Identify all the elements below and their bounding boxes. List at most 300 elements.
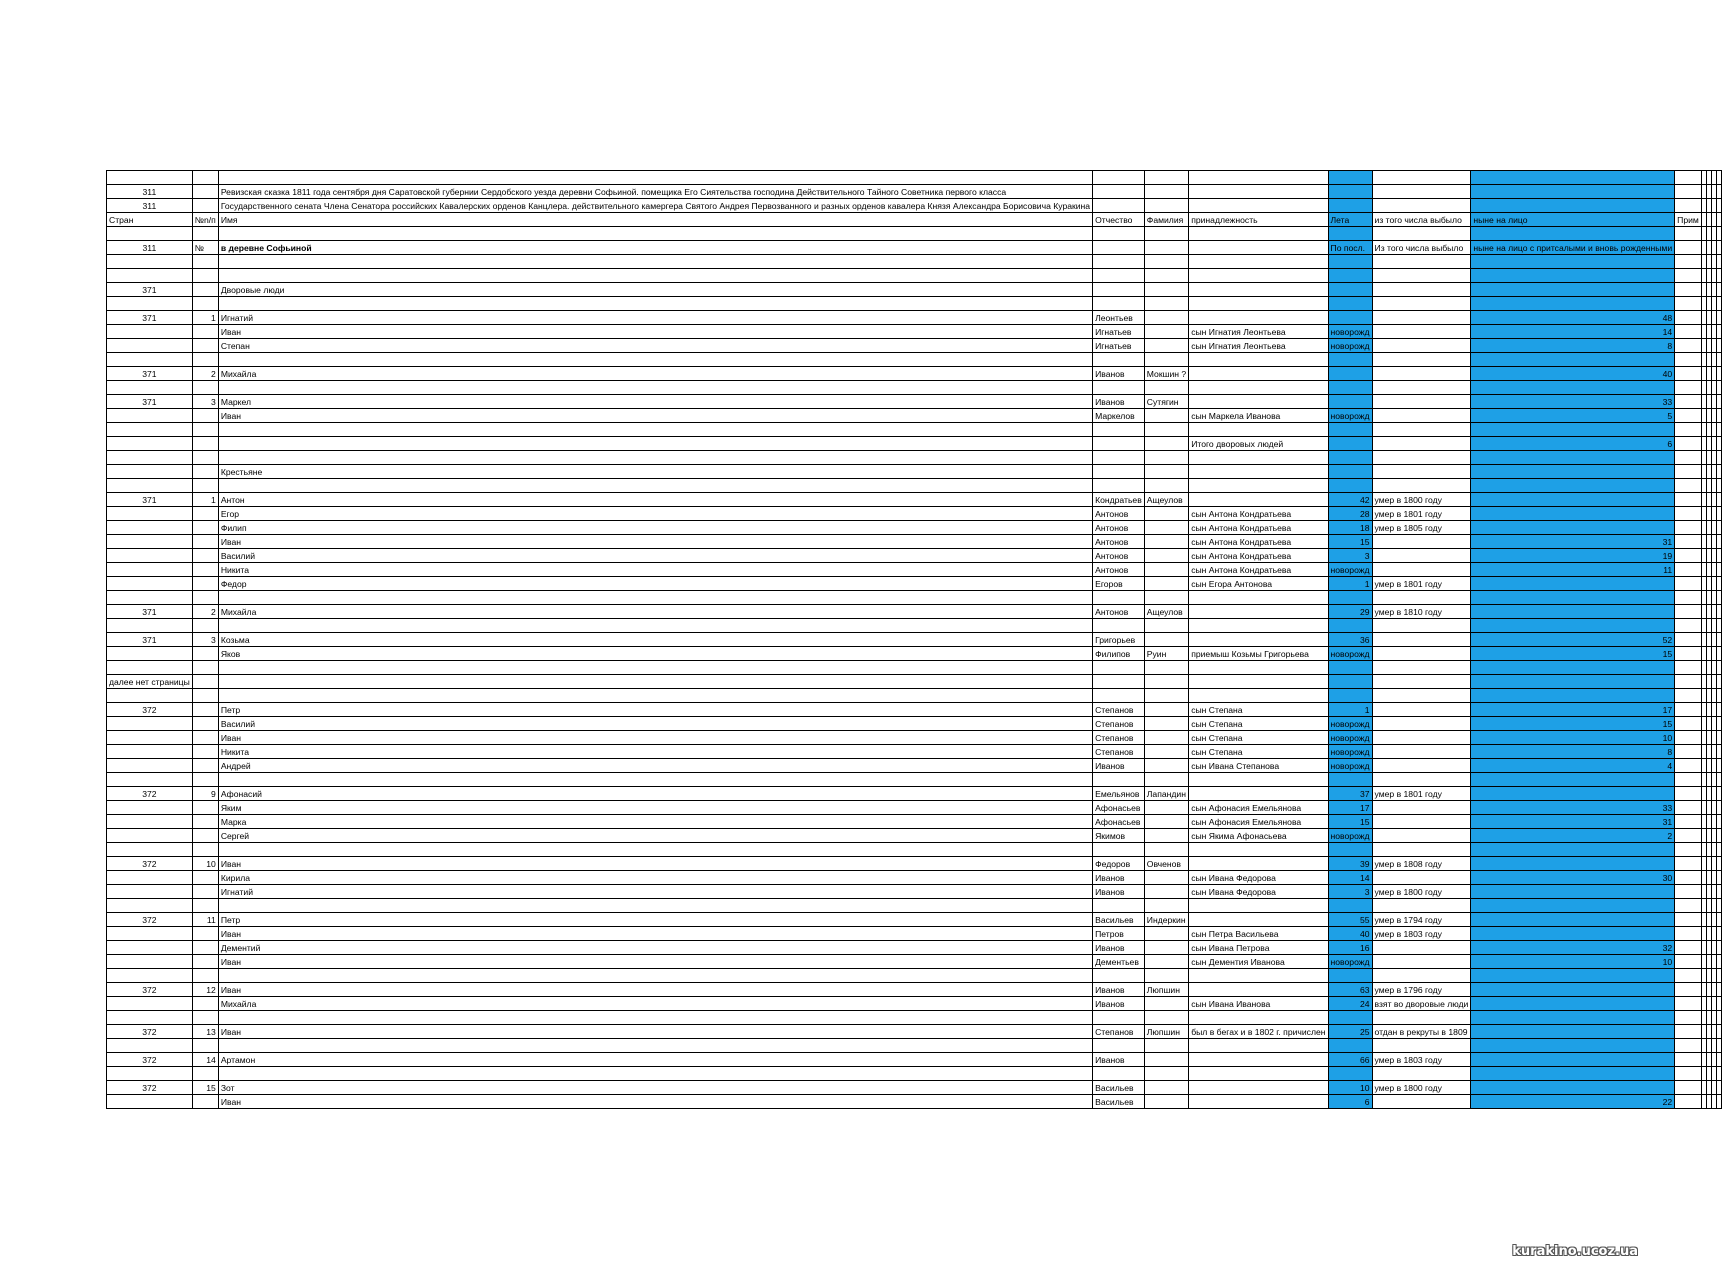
table-row: [107, 1067, 1722, 1081]
table-row: [107, 353, 1722, 367]
age-cell: [1328, 773, 1372, 787]
number-cell: [192, 745, 218, 759]
page-cell: [107, 899, 193, 913]
table-row: [107, 913, 1722, 927]
surname-cell: [1144, 1053, 1188, 1067]
surname-cell: Овченов: [1144, 857, 1188, 871]
name-cell: Артамон: [218, 1053, 1092, 1067]
page-cell: [107, 815, 193, 829]
number-cell: [192, 647, 218, 661]
age-cell: [1328, 689, 1372, 703]
col-header-surname: Фамилия: [1144, 213, 1188, 227]
surname-cell: Индеркин: [1144, 913, 1188, 927]
table-row: [107, 815, 1722, 829]
page-cell: [107, 507, 193, 521]
page-cell: 371: [107, 283, 193, 297]
name-cell: Зот: [218, 1081, 1092, 1095]
table-row: [107, 521, 1722, 535]
name-cell: [218, 1011, 1092, 1025]
name-cell: [218, 423, 1092, 437]
patronymic-cell: Афонасьев: [1093, 815, 1145, 829]
table-row: [107, 577, 1722, 591]
patronymic-cell: Игнатьев: [1093, 325, 1145, 339]
relation-cell: сын Афонасия Емельянова: [1189, 801, 1328, 815]
patronymic-cell: [1093, 591, 1145, 605]
surname-cell: [1144, 269, 1188, 283]
name-cell: Иван: [218, 731, 1092, 745]
table-row: [107, 857, 1722, 871]
page-cell: 371: [107, 633, 193, 647]
patronymic-cell: [1093, 437, 1145, 451]
name-cell: Михайла: [218, 367, 1092, 381]
departed-cell: умер в 1810 году: [1372, 605, 1471, 619]
departed-cell: [1372, 1095, 1471, 1109]
number-cell: [192, 269, 218, 283]
page-cell: [107, 997, 193, 1011]
number-cell: [192, 703, 218, 717]
present-cell: [1471, 843, 1675, 857]
present-cell: [1471, 1025, 1675, 1039]
name-cell: Никита: [218, 745, 1092, 759]
table-row: [107, 535, 1722, 549]
departed-cell: [1372, 269, 1471, 283]
relation-cell: сын Антона Кондратьева: [1189, 563, 1328, 577]
col-header-departed: из того числа выбыло: [1372, 213, 1471, 227]
relation-cell: [1189, 297, 1328, 311]
departed-cell: [1372, 871, 1471, 885]
relation-cell: [1189, 913, 1328, 927]
present-cell: [1471, 353, 1675, 367]
name-cell: [218, 255, 1092, 269]
surname-cell: [1144, 297, 1188, 311]
relation-cell: [1189, 773, 1328, 787]
surname-cell: [1144, 479, 1188, 493]
page-cell: [107, 591, 193, 605]
number-cell: [192, 997, 218, 1011]
relation-cell: [1189, 787, 1328, 801]
surname-cell: Люпшин: [1144, 1025, 1188, 1039]
surname-cell: [1144, 283, 1188, 297]
departed-cell: [1372, 437, 1471, 451]
col-header-number: №n/п: [192, 213, 218, 227]
patronymic-cell: Степанов: [1093, 745, 1145, 759]
number-cell: [192, 381, 218, 395]
relation-cell: [1189, 1039, 1328, 1053]
table-row: [107, 633, 1722, 647]
name-cell: Иван: [218, 325, 1092, 339]
page-cell: [107, 969, 193, 983]
surname-cell: [1144, 773, 1188, 787]
page-ref: 311: [107, 199, 193, 213]
age-cell: 1: [1328, 703, 1372, 717]
departed-cell: [1372, 297, 1471, 311]
surname-cell: [1144, 325, 1188, 339]
table-row: [107, 1039, 1722, 1053]
surname-cell: [1144, 1081, 1188, 1095]
present-cell: [1471, 983, 1675, 997]
departed-cell: [1372, 1067, 1471, 1081]
present-cell: 52: [1471, 633, 1675, 647]
age-cell: 17: [1328, 801, 1372, 815]
age-cell: новорожд: [1328, 647, 1372, 661]
patronymic-cell: Иванов: [1093, 367, 1145, 381]
table-row: [107, 591, 1722, 605]
present-cell: 10: [1471, 955, 1675, 969]
surname-cell: [1144, 1095, 1188, 1109]
page-cell: [107, 563, 193, 577]
name-cell: Иван: [218, 1095, 1092, 1109]
relation-cell: [1189, 969, 1328, 983]
name-cell: [218, 619, 1092, 633]
age-cell: 39: [1328, 857, 1372, 871]
present-cell: 33: [1471, 801, 1675, 815]
table-row: [107, 451, 1722, 465]
relation-cell: [1189, 983, 1328, 997]
relation-cell: [1189, 395, 1328, 409]
patronymic-cell: Иванов: [1093, 1053, 1145, 1067]
relation-cell: [1189, 1011, 1328, 1025]
relation-cell: [1189, 633, 1328, 647]
name-cell: Филип: [218, 521, 1092, 535]
age-cell: новорожд: [1328, 955, 1372, 969]
present-cell: [1471, 927, 1675, 941]
present-cell: [1471, 1011, 1675, 1025]
present-cell: [1471, 507, 1675, 521]
patronymic-cell: Григорьев: [1093, 633, 1145, 647]
relation-cell: сын Петра Васильева: [1189, 927, 1328, 941]
age-cell: [1328, 1039, 1372, 1053]
age-cell: [1328, 465, 1372, 479]
relation-cell: сын Степана: [1189, 731, 1328, 745]
patronymic-cell: Егоров: [1093, 577, 1145, 591]
page-cell: [107, 437, 193, 451]
page-cell: [107, 549, 193, 563]
number-cell: [192, 283, 218, 297]
number-cell: [192, 353, 218, 367]
departed-cell: [1372, 283, 1471, 297]
page-cell: 371: [107, 311, 193, 325]
departed-cell: [1372, 563, 1471, 577]
departed-cell: умер в 1803 году: [1372, 927, 1471, 941]
departed-cell: [1372, 479, 1471, 493]
patronymic-cell: Емельянов: [1093, 787, 1145, 801]
age-cell: 3: [1328, 885, 1372, 899]
present-cell: 5: [1471, 409, 1675, 423]
page-cell: [107, 717, 193, 731]
age-cell: 40: [1328, 927, 1372, 941]
departed-cell: [1372, 353, 1471, 367]
patronymic-cell: [1093, 269, 1145, 283]
relation-cell: [1189, 857, 1328, 871]
table-row: [107, 311, 1722, 325]
patronymic-cell: Маркелов: [1093, 409, 1145, 423]
departed-cell: умер в 1801 году: [1372, 507, 1471, 521]
name-cell: Дворовые люди: [218, 283, 1092, 297]
number-cell: [192, 507, 218, 521]
relation-cell: [1189, 479, 1328, 493]
patronymic-cell: Иванов: [1093, 871, 1145, 885]
present-cell: [1471, 591, 1675, 605]
col-header-present: ныне на лицо: [1471, 213, 1675, 227]
relation-cell: [1189, 255, 1328, 269]
patronymic-cell: Васильев: [1093, 1095, 1145, 1109]
age-cell: 42: [1328, 493, 1372, 507]
name-cell: Игнатий: [218, 885, 1092, 899]
surname-cell: Мокшин ?: [1144, 367, 1188, 381]
relation-cell: [1189, 675, 1328, 689]
page-cell: [107, 1039, 193, 1053]
departed-cell: [1372, 703, 1471, 717]
patronymic-cell: [1093, 969, 1145, 983]
age-cell: [1328, 269, 1372, 283]
present-cell: [1471, 605, 1675, 619]
table-row: [107, 255, 1722, 269]
number-cell: [192, 577, 218, 591]
name-cell: Иван: [218, 409, 1092, 423]
age-cell: [1328, 437, 1372, 451]
relation-cell: [1189, 899, 1328, 913]
surname-cell: [1144, 577, 1188, 591]
table-row: [107, 381, 1722, 395]
age-cell: новорожд: [1328, 563, 1372, 577]
departed-cell: [1372, 731, 1471, 745]
number-cell: 12: [192, 983, 218, 997]
age-cell: [1328, 843, 1372, 857]
surname-cell: [1144, 899, 1188, 913]
table-row: [107, 717, 1722, 731]
surname-cell: [1144, 745, 1188, 759]
patronymic-cell: Федоров: [1093, 857, 1145, 871]
present-cell: [1471, 913, 1675, 927]
number-cell: [192, 675, 218, 689]
col-header-name: Имя: [218, 213, 1092, 227]
number-cell: [192, 255, 218, 269]
table-row: [107, 423, 1722, 437]
relation-cell: сын Егора Антонова: [1189, 577, 1328, 591]
name-cell: Федор: [218, 577, 1092, 591]
patronymic-cell: Степанов: [1093, 703, 1145, 717]
patronymic-cell: Кондратьев: [1093, 493, 1145, 507]
age-cell: [1328, 451, 1372, 465]
departed-cell: [1372, 899, 1471, 913]
page-ref: 311: [107, 241, 193, 255]
page-cell: [107, 801, 193, 815]
relation-cell: [1189, 1053, 1328, 1067]
departed-cell: умер в 1801 году: [1372, 577, 1471, 591]
patronymic-cell: Якимов: [1093, 829, 1145, 843]
departed-cell: [1372, 409, 1471, 423]
page-cell: [107, 885, 193, 899]
age-cell: новорожд: [1328, 339, 1372, 353]
patronymic-cell: Степанов: [1093, 717, 1145, 731]
departed-cell: [1372, 311, 1471, 325]
page-cell: [107, 927, 193, 941]
surname-cell: [1144, 423, 1188, 437]
present-cell: [1471, 885, 1675, 899]
relation-cell: [1189, 619, 1328, 633]
revision-tale-sheet: [106, 170, 1722, 1109]
relation-cell: сын Ивана Петрова: [1189, 941, 1328, 955]
table-row: [107, 941, 1722, 955]
present-cell: [1471, 255, 1675, 269]
departed-cell: [1372, 745, 1471, 759]
departed-cell: [1372, 451, 1471, 465]
patronymic-cell: Антонов: [1093, 521, 1145, 535]
name-cell: Козьма: [218, 633, 1092, 647]
site-watermark: kurakino.ucoz.ua: [1512, 1244, 1638, 1259]
patronymic-cell: [1093, 297, 1145, 311]
departed-cell: [1372, 675, 1471, 689]
table-row: [107, 325, 1722, 339]
name-cell: [218, 899, 1092, 913]
name-cell: Андрей: [218, 759, 1092, 773]
page-cell: 372: [107, 857, 193, 871]
departed-cell: [1372, 815, 1471, 829]
page-cell: [107, 759, 193, 773]
patronymic-cell: Степанов: [1093, 731, 1145, 745]
departed-cell: [1372, 647, 1471, 661]
patronymic-cell: Антонов: [1093, 605, 1145, 619]
patronymic-cell: [1093, 773, 1145, 787]
patronymic-cell: Иванов: [1093, 759, 1145, 773]
page-cell: [107, 465, 193, 479]
patronymic-cell: [1093, 423, 1145, 437]
name-cell: Кирила: [218, 871, 1092, 885]
name-cell: Маркел: [218, 395, 1092, 409]
table-row: [107, 829, 1722, 843]
present-cell: [1471, 773, 1675, 787]
name-cell: [218, 451, 1092, 465]
table-row: [107, 1081, 1722, 1095]
age-cell: 15: [1328, 815, 1372, 829]
departed-cell: умер в 1805 году: [1372, 521, 1471, 535]
departed-cell: умер в 1803 году: [1372, 1053, 1471, 1067]
present-cell: 15: [1471, 717, 1675, 731]
surname-cell: [1144, 465, 1188, 479]
relation-cell: [1189, 1067, 1328, 1081]
number-cell: [192, 325, 218, 339]
present-cell: 11: [1471, 563, 1675, 577]
table-row: [107, 283, 1722, 297]
table-row: [107, 409, 1722, 423]
table-row: [107, 661, 1722, 675]
name-cell: Марка: [218, 815, 1092, 829]
number-cell: 1: [192, 311, 218, 325]
number-cell: [192, 1039, 218, 1053]
present-cell: [1471, 297, 1675, 311]
document-title-line-1: Ревизская сказка 1811 года сентября дня Саратовской губернии Сердобского уезда деревни Софьиной. помещика Его Сиятельства господина Действительного Тайного Советника первого класса: [218, 185, 1092, 199]
number-cell: [192, 843, 218, 857]
name-cell: [218, 661, 1092, 675]
age-cell: 29: [1328, 605, 1372, 619]
surname-cell: [1144, 633, 1188, 647]
age-cell: 1: [1328, 577, 1372, 591]
name-cell: [218, 689, 1092, 703]
age-cell: 66: [1328, 1053, 1372, 1067]
present-cell: 30: [1471, 871, 1675, 885]
patronymic-cell: Афонасьев: [1093, 801, 1145, 815]
number-cell: [192, 549, 218, 563]
present-cell: [1471, 423, 1675, 437]
table-row: [107, 885, 1722, 899]
surname-cell: [1144, 1067, 1188, 1081]
page-cell: [107, 479, 193, 493]
table-row: [107, 395, 1722, 409]
page-cell: [107, 1095, 193, 1109]
table-row: [107, 759, 1722, 773]
relation-cell: Итого дворовых людей: [1189, 437, 1328, 451]
patronymic-cell: [1093, 899, 1145, 913]
relation-cell: [1189, 311, 1328, 325]
page-cell: [107, 843, 193, 857]
name-cell: Яким: [218, 801, 1092, 815]
page-cell: [107, 941, 193, 955]
relation-cell: сын Афонасия Емельянова: [1189, 815, 1328, 829]
present-cell: 31: [1471, 535, 1675, 549]
table-row: [107, 647, 1722, 661]
table-row: [107, 843, 1722, 857]
name-cell: [218, 381, 1092, 395]
relation-cell: сын Антона Кондратьева: [1189, 535, 1328, 549]
surname-cell: [1144, 591, 1188, 605]
departed-cell: умер в 1796 году: [1372, 983, 1471, 997]
patronymic-cell: Иванов: [1093, 997, 1145, 1011]
present-cell: [1471, 1081, 1675, 1095]
number-cell: 3: [192, 395, 218, 409]
name-cell: Петр: [218, 703, 1092, 717]
number-cell: [192, 521, 218, 535]
page-cell: [107, 689, 193, 703]
departed-cell: умер в 1800 году: [1372, 493, 1471, 507]
patronymic-cell: [1093, 1011, 1145, 1025]
page-cell: 372: [107, 1025, 193, 1039]
surname-cell: [1144, 339, 1188, 353]
present-cell: 22: [1471, 1095, 1675, 1109]
col-header-patronymic: Отчество: [1093, 213, 1145, 227]
name-cell: Иван: [218, 535, 1092, 549]
present-cell: 8: [1471, 339, 1675, 353]
present-cell: [1471, 787, 1675, 801]
number-cell: [192, 815, 218, 829]
table-row: [107, 605, 1722, 619]
number-cell: 14: [192, 1053, 218, 1067]
col-header-note: Прим: [1675, 213, 1702, 227]
age-cell: [1328, 297, 1372, 311]
present-cell: 2: [1471, 829, 1675, 843]
surname-cell: [1144, 703, 1188, 717]
patronymic-cell: Иванов: [1093, 395, 1145, 409]
surname-cell: [1144, 941, 1188, 955]
col-header-relation: принадлежность: [1189, 213, 1328, 227]
departed-cell: умер в 1808 году: [1372, 857, 1471, 871]
departed-cell: [1372, 549, 1471, 563]
name-cell: [218, 969, 1092, 983]
relation-cell: приемыш Козьмы Григорьева: [1189, 647, 1328, 661]
patronymic-cell: [1093, 479, 1145, 493]
patronymic-cell: Леонтьев: [1093, 311, 1145, 325]
present-cell: 32: [1471, 941, 1675, 955]
departed-cell: умер в 1794 году: [1372, 913, 1471, 927]
relation-cell: [1189, 465, 1328, 479]
page-cell: [107, 423, 193, 437]
surname-cell: [1144, 549, 1188, 563]
name-cell: Дементий: [218, 941, 1092, 955]
table-row: [107, 703, 1722, 717]
surname-cell: [1144, 689, 1188, 703]
page-cell: [107, 829, 193, 843]
number-cell: [192, 717, 218, 731]
surname-cell: Люпшин: [1144, 983, 1188, 997]
